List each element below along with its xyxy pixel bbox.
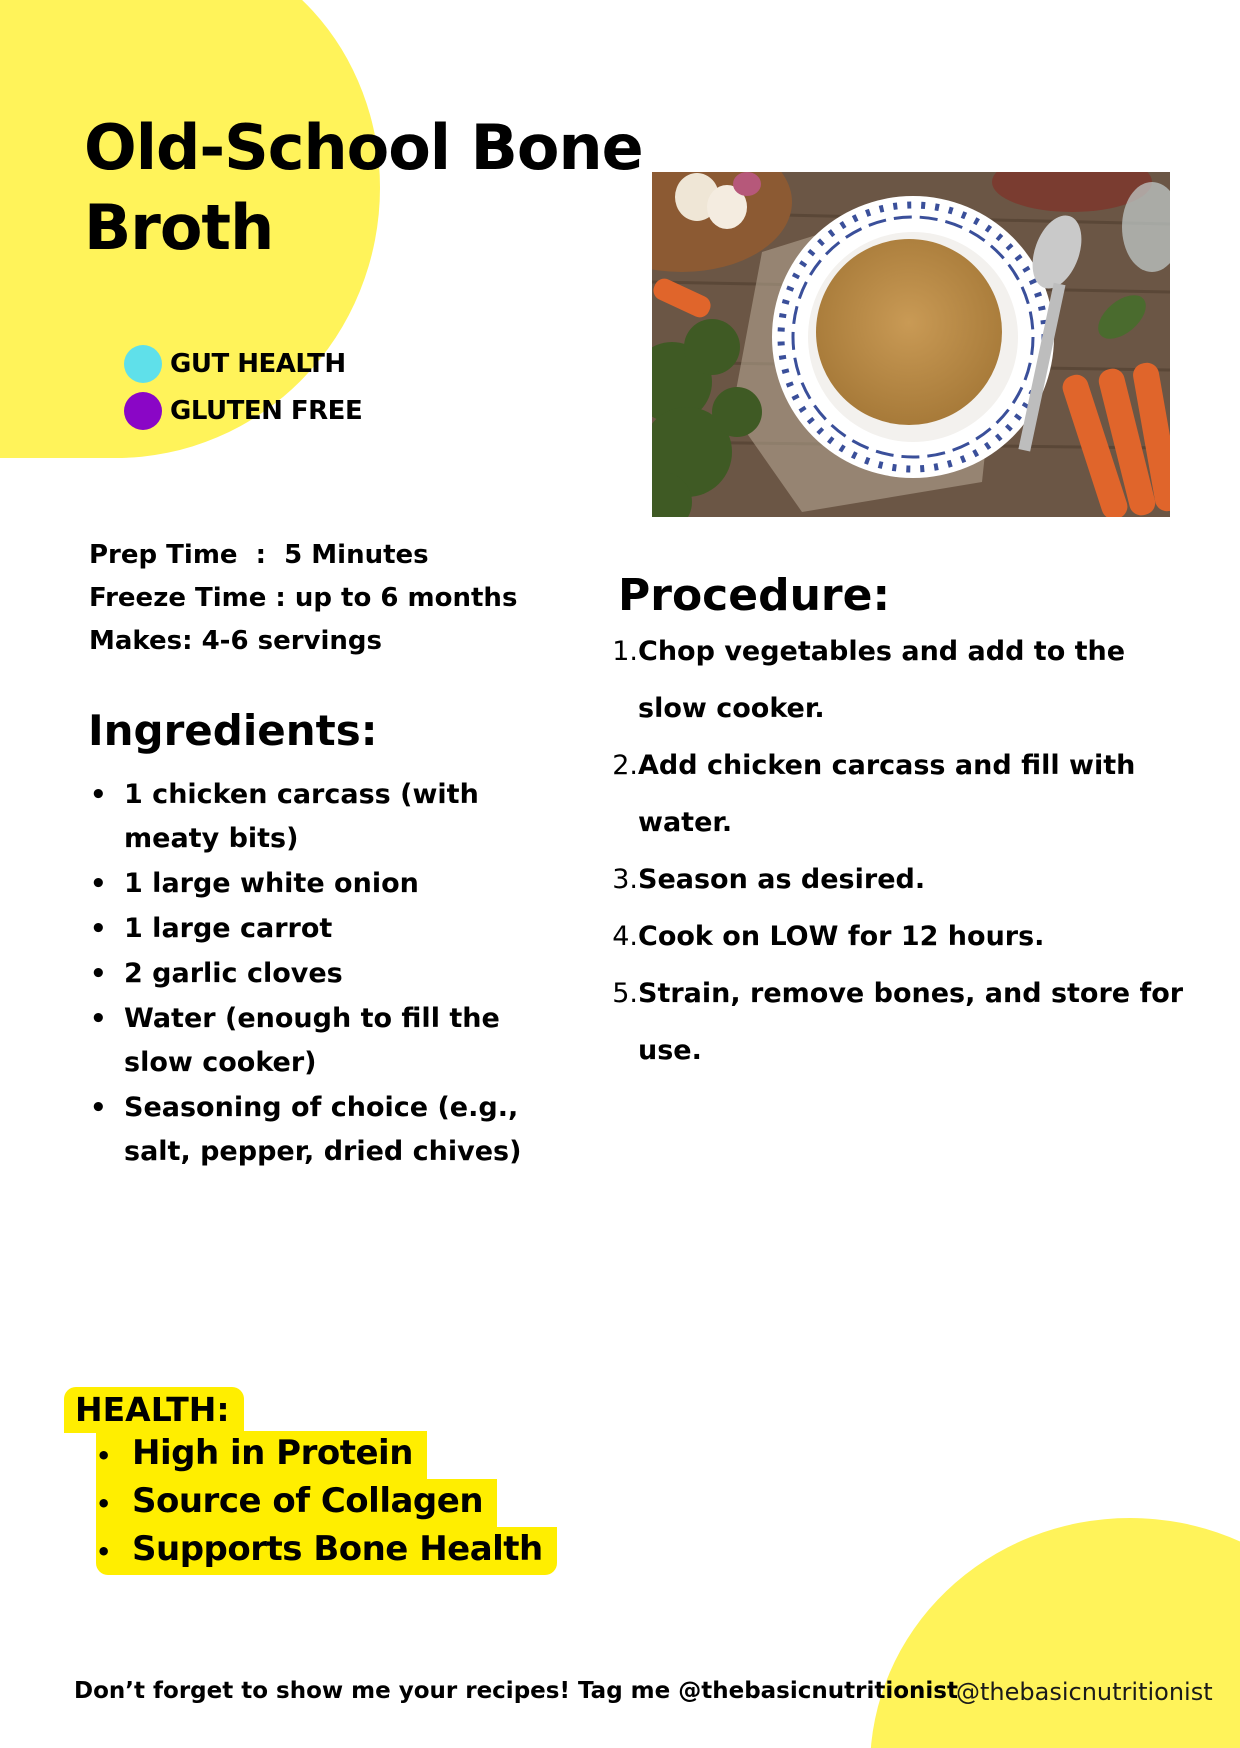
step-text: Add chicken carcass and fill with water. (638, 750, 1136, 838)
step-text: Cook on LOW for 12 hours. (638, 921, 1045, 952)
ingredient-item: • Water (enough to fill the slow cooker) (90, 997, 530, 1085)
ingredients-list (90, 773, 530, 1175)
decor-blob-bottom (870, 1518, 1240, 1748)
bullet-icon: • (96, 1490, 111, 1518)
recipe-meta (89, 534, 517, 663)
tag-gluten-free (124, 387, 362, 434)
step-number: 1. (612, 636, 638, 667)
procedure-step (608, 623, 1188, 737)
freeze-time: Freeze Time : up to 6 months (89, 583, 518, 613)
bullet-icon: • (96, 1538, 111, 1566)
recipe-title-line2: Broth (84, 191, 274, 264)
step-number: 5. (612, 978, 638, 1009)
procedure-step (608, 851, 1188, 908)
health-heading: HEALTH: (64, 1387, 244, 1433)
servings: Makes: 4-6 servings (89, 626, 382, 656)
procedure-heading: Procedure: (618, 570, 891, 621)
procedure-step (608, 965, 1188, 1079)
procedure-step (608, 908, 1188, 965)
tag-label: GLUTEN FREE (170, 395, 363, 426)
procedure-list (608, 623, 1188, 1079)
ingredient-item: • Seasoning of choice (e.g., salt, pepper, dried chives) (90, 1086, 530, 1174)
health-benefits-list (96, 1431, 557, 1575)
tag-label: GUT HEALTH (170, 348, 346, 379)
bullet-icon: • (96, 1442, 111, 1470)
health-benefit-text: Supports Bone Health (132, 1529, 543, 1569)
ingredient-item: • 1 large carrot (90, 907, 530, 951)
tag-dot-icon (124, 345, 162, 383)
step-number: 2. (612, 750, 638, 781)
health-benefit-item (96, 1431, 427, 1479)
step-text: Strain, remove bones, and store for use. (638, 978, 1184, 1066)
prep-time: Prep Time : 5 Minutes (89, 540, 429, 570)
recipe-title (84, 108, 644, 268)
health-benefit-item (96, 1527, 557, 1575)
step-number: 3. (612, 864, 638, 895)
footer-handle: @thebasicnutritionist (956, 1678, 1213, 1706)
broth-photo (652, 172, 1170, 517)
ingredients-heading: Ingredients: (88, 706, 378, 755)
ingredient-item: • 1 chicken carcass (with meaty bits) (90, 773, 530, 861)
tag-dot-icon (124, 392, 162, 430)
procedure-step (608, 737, 1188, 851)
ingredient-item: • 2 garlic cloves (90, 952, 530, 996)
step-text: Season as desired. (638, 864, 926, 895)
health-benefit-text: High in Protein (132, 1433, 413, 1473)
health-benefit-text: Source of Collagen (132, 1481, 484, 1521)
step-number: 4. (612, 921, 638, 952)
diet-tags (124, 340, 362, 434)
ingredient-item: • 1 large white onion (90, 862, 530, 906)
recipe-title-line1: Old-School Bone (84, 111, 643, 184)
step-text: Chop vegetables and add to the slow cooker. (638, 636, 1126, 724)
footer-note: Don’t forget to show me your recipes! Tag me @thebasicnutritionist (74, 1678, 958, 1704)
tag-gut-health (124, 340, 362, 387)
health-benefit-item (96, 1479, 497, 1527)
